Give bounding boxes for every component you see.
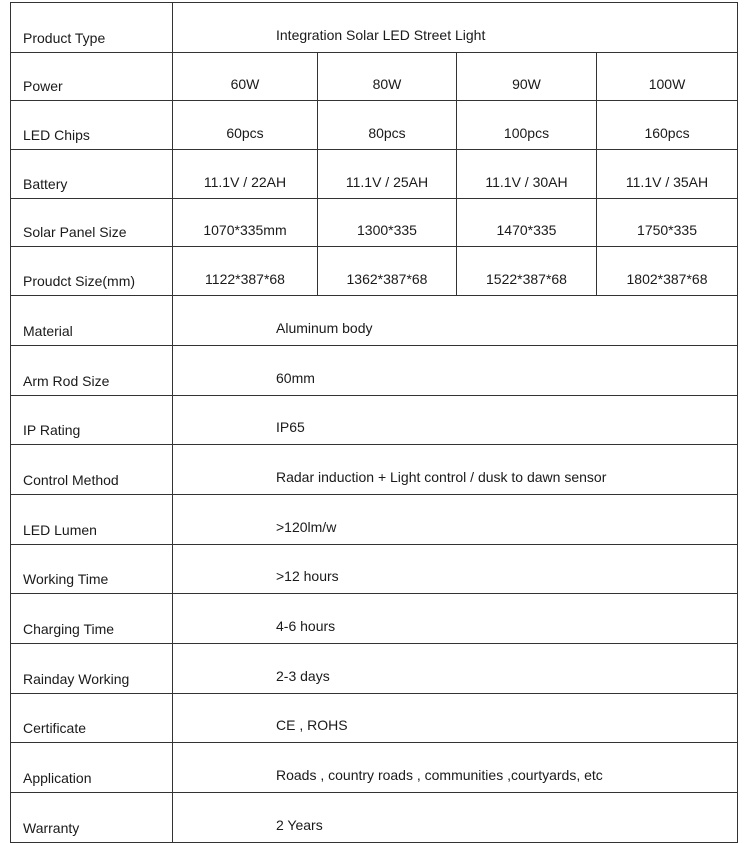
cell-90w-model: 100pcs <box>457 101 597 150</box>
table-row-material <box>11 296 738 346</box>
row-label: Arm Rod Size <box>11 345 173 395</box>
row-label: Control Method <box>11 445 173 495</box>
cell-60w-model: 60pcs <box>173 101 318 150</box>
row-value: Integration Solar LED Street Light <box>173 3 738 53</box>
row-label: IP Rating <box>11 395 173 445</box>
table-row-led-chips <box>11 101 738 150</box>
cell-60w-model: 11.1V / 22AH <box>173 150 318 199</box>
row-label: Product Type <box>11 3 173 53</box>
table-row-warranty <box>11 793 738 843</box>
row-label: LED Lumen <box>11 494 173 544</box>
row-value: 2-3 days <box>173 643 738 693</box>
table-row-power <box>11 52 738 101</box>
cell-80w-model: 80W <box>318 52 457 101</box>
table-row-control-method <box>11 445 738 495</box>
cell-100w-model: 160pcs <box>597 101 738 150</box>
table-row-working-time <box>11 544 738 594</box>
row-label: Working Time <box>11 544 173 594</box>
row-value: Aluminum body <box>173 296 738 346</box>
table-row-led-lumen <box>11 494 738 544</box>
row-value: 2 Years <box>173 793 738 843</box>
table-row-solar-panel-size <box>11 198 738 247</box>
row-value: Roads , country roads , communities ,courtyards, etc <box>173 743 738 793</box>
spec-table <box>10 2 738 843</box>
row-label: Solar Panel Size <box>11 198 173 247</box>
table-row-battery <box>11 150 738 199</box>
cell-90w-model: 11.1V / 30AH <box>457 150 597 199</box>
table-row-product-type <box>11 3 738 53</box>
row-label: Charging Time <box>11 594 173 644</box>
row-label: Rainday Working <box>11 643 173 693</box>
cell-90w-model: 90W <box>457 52 597 101</box>
table-row-ip-rating <box>11 395 738 445</box>
row-label: LED Chips <box>11 101 173 150</box>
row-value: 4-6 hours <box>173 594 738 644</box>
row-value: >12 hours <box>173 544 738 594</box>
cell-80w-model: 1300*335 <box>318 198 457 247</box>
cell-90w-model: 1470*335 <box>457 198 597 247</box>
row-label: Application <box>11 743 173 793</box>
cell-100w-model: 1750*335 <box>597 198 738 247</box>
cell-80w-model: 80pcs <box>318 101 457 150</box>
cell-100w-model: 11.1V / 35AH <box>597 150 738 199</box>
cell-60w-model: 1070*335mm <box>173 198 318 247</box>
row-label: Certificate <box>11 693 173 743</box>
row-value: IP65 <box>173 395 738 445</box>
cell-80w-model: 1362*387*68 <box>318 247 457 296</box>
cell-100w-model: 1802*387*68 <box>597 247 738 296</box>
cell-100w-model: 100W <box>597 52 738 101</box>
cell-90w-model: 1522*387*68 <box>457 247 597 296</box>
cell-60w-model: 1122*387*68 <box>173 247 318 296</box>
table-row-charging-time <box>11 594 738 644</box>
row-value: CE , ROHS <box>173 693 738 743</box>
row-label: Battery <box>11 150 173 199</box>
row-value: 60mm <box>173 345 738 395</box>
table-row-certificate <box>11 693 738 743</box>
table-row-product-size <box>11 247 738 296</box>
row-value: Radar induction + Light control / dusk to dawn sensor <box>173 445 738 495</box>
row-label: Power <box>11 52 173 101</box>
cell-80w-model: 11.1V / 25AH <box>318 150 457 199</box>
table-row-rainday-working <box>11 643 738 693</box>
table-row-application <box>11 743 738 793</box>
table-row-arm-rod-size <box>11 345 738 395</box>
row-value: >120lm/w <box>173 494 738 544</box>
row-label: Material <box>11 296 173 346</box>
cell-60w-model: 60W <box>173 52 318 101</box>
row-label: Warranty <box>11 793 173 843</box>
row-label: Proudct Size(mm) <box>11 247 173 296</box>
